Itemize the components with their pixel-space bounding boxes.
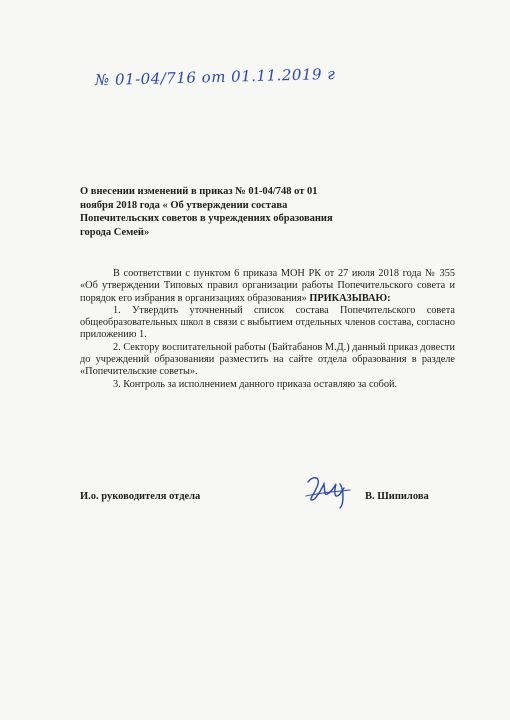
order-item-3: 3. Контроль за исполнением данного приказа оставляю за собой.: [113, 378, 398, 390]
signatory-role: И.о. руководителя отдела: [80, 491, 201, 502]
order-word: ПРИКАЗЫВАЮ:: [309, 292, 391, 304]
order-item-2: 2. Сектору воспитательной работы (Байтабанов М.Д.) данный приказ довести до учреждений образованияи разместить на сайте отдела образования в разделе «Попечительские советы».: [80, 341, 455, 378]
intro-paragraph: [80, 268, 455, 305]
handwritten-signature: [300, 470, 360, 510]
handwritten-registration-number: № 01-04/716 от 01.11.2019 г: [94, 64, 336, 90]
document-body: [80, 268, 455, 391]
signatory-name: В. Шипилова: [365, 491, 429, 502]
document-title: О внесении изменений в приказ № 01-04/748 от 01 ноября 2018 года « Об утверждении состава Попечительских советов в учреждениях образования города Семей»: [80, 186, 333, 238]
intro-text: В соответствии с пунктом 6 приказа МОН РК от 27 июля 2018 года № 355 «Об утверждении Типовых правил организации работы Попечительского совета и порядок его избрания в организациях образования»: [80, 268, 455, 304]
order-item-1: 1. Утвердить уточненный список состава Попечительского совета общеобразовательных школ в связи с выбытием отдельных членов состава, согласно приложению 1.: [80, 304, 455, 341]
